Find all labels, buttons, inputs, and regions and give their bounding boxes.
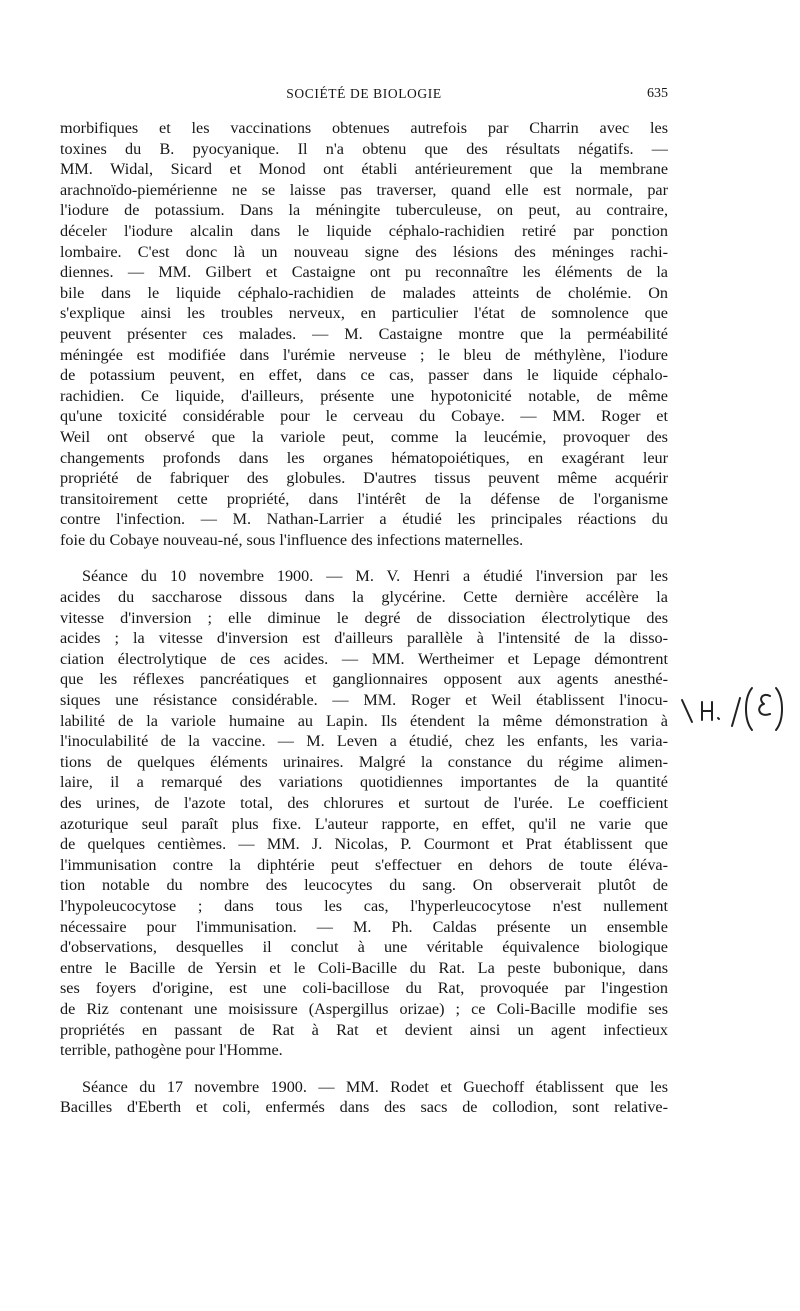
text-line: transitoirement cette propriété, dans l'intérêt de la défense de l'organisme	[60, 489, 668, 508]
text-line: Weil ont observé que la variole peut, comme la leucémie, provoquer des	[60, 427, 668, 446]
text-line: MM. Widal, Sicard et Monod ont établi antérieurement que la membrane	[60, 160, 668, 179]
text-line: contre l'infection. — M. Nathan-Larrier a étudié les principales réactions du	[60, 510, 668, 529]
running-head	[60, 86, 668, 108]
text-line: déceler l'iodure alcalin dans le liquide céphalo-rachidien retiré par ponction	[60, 221, 668, 240]
text-line: ses foyers d'origine, est une coli-bacillose du Rat, provoquée par l'ingestion	[60, 979, 668, 998]
text-line: l'iodure de potassium. Dans la méningite tuberculeuse, on peut, au contraire,	[60, 201, 668, 220]
text-line: l'inoculabilité de la vaccine. — M. Leven a étudié, chez les enfants, les varia-	[60, 732, 668, 751]
text-line: tion notable du nombre des leucocytes du sang. On observerait plutôt de	[60, 876, 668, 895]
text-line: siques une résistance considérable. — MM. Roger et Weil établissent l'inocu-	[60, 691, 668, 710]
text-line: que les réflexes pancréatiques et ganglionnaires opposent aux agents anesthé-	[60, 670, 668, 689]
body-text	[60, 118, 668, 1118]
text-line: labilité de la variole humaine au Lapin. Ils étendent la même démonstration à	[60, 711, 668, 730]
text-line: morbifiques et les vaccinations obtenues autrefois par Charrin avec les	[60, 119, 668, 137]
running-title: SOCIÉTÉ DE BIOLOGIE	[286, 86, 442, 101]
text-line: Bacilles d'Eberth et coli, enfermés dans des sacs de collodion, sont relative-	[60, 1098, 668, 1117]
paragraph	[60, 566, 668, 1060]
text-line: qu'une toxicité considérable pour le cerveau du Cobaye. — MM. Roger et	[60, 407, 668, 426]
text-line: de potassium peuvent, en effet, dans ce cas, passer dans le liquide céphalo-	[60, 366, 668, 385]
text-line: foie du Cobaye nouveau-né, sous l'influence des infections maternelles.	[60, 530, 524, 549]
text-line: peuvent présenter ces malades. — M. Castaigne montre que la perméabilité	[60, 324, 668, 343]
text-line: de quelques centièmes. — MM. J. Nicolas, P. Courmont et Prat établissent que	[60, 835, 668, 854]
paragraph	[60, 1077, 668, 1118]
text-line: vitesse d'inversion ; elle diminue le degré de dissociation électrolytique des	[60, 608, 668, 627]
text-line: acides du saccharose dissous dans la glycérine. Cette dernière accélère la	[60, 588, 668, 607]
text-line: laire, il a remarqué des variations quotidiennes importantes de la quantité	[60, 773, 668, 792]
paragraph	[60, 118, 668, 550]
text-line: des urines, de l'azote total, des chlorures et surtout de l'urée. Le coefficient	[60, 794, 668, 812]
text-line: l'immunisation contre la diphtérie peut s'effectuer en dehors de toute éléva-	[60, 855, 668, 874]
text-line: entre le Bacille de Yersin et le Coli-Bacille du Rat. La peste bubonique, dans	[60, 958, 668, 977]
text-line: s'explique ainsi les troubles nerveux, en particulier l'état de somnolence que	[60, 304, 668, 323]
handwritten-margin-note	[678, 680, 790, 740]
text-line: d'observations, desquelles il conclut à une véritable équivalence biologique	[60, 938, 668, 957]
text-line: Séance du 10 novembre 1900. — M. V. Henri a étudié l'inversion par les	[82, 567, 668, 586]
text-line: lombaire. C'est donc là un nouveau signe des lésions des méninges rachi-	[60, 242, 668, 261]
paragraph-gap	[60, 1061, 668, 1077]
text-line: propriété de fabriquer des globules. D'autres tissus peuvent même acquérir	[60, 469, 668, 488]
text-line: nécessaire pour l'immunisation. — M. Ph. Caldas présente un ensemble	[60, 917, 668, 936]
text-line: acides ; la vitesse d'inversion est d'ailleurs parallèle à l'intensité de la disso-	[60, 629, 668, 648]
text-line: azoturique seul paraît plus fixe. L'auteur rapporte, en effet, qu'il ne varie que	[60, 814, 668, 833]
text-line: changements profonds dans les organes hématopoiétiques, en exagérant leur	[60, 448, 668, 467]
text-line: ciation électrolytique de ces acides. — MM. Wertheimer et Lepage démontrent	[60, 649, 668, 668]
text-line: méningée est modifiée dans l'urémie nerveuse ; le bleu de méthylène, l'iodure	[60, 345, 668, 364]
page-number: 635	[647, 86, 668, 101]
paragraph-gap	[60, 550, 668, 566]
text-line: rachidien. Ce liquide, d'ailleurs, présente une hypotonicité notable, de même	[60, 386, 668, 405]
text-line: Séance du 17 novembre 1900. — MM. Rodet et Guechoff établissent que les	[82, 1077, 668, 1096]
text-line: arachnoïdo-piemérienne ne se laisse pas traverser, quand elle est normale, par	[60, 180, 668, 199]
text-line: bile dans le liquide céphalo-rachidien de malades atteints de cholémie. On	[60, 283, 668, 302]
text-line: l'hypoleucocytose ; dans tous les cas, l'hyperleucocytose n'est nullement	[60, 896, 668, 915]
text-line: terrible, pathogène pour l'Homme.	[60, 1041, 283, 1060]
text-line: tions de quelques éléments urinaires. Malgré la constance du régime alimen-	[60, 752, 668, 771]
text-line: toxines du B. pyocyanique. Il n'a obtenu que des résultats négatifs. —	[60, 139, 668, 158]
text-line: de Riz contenant une moisissure (Aspergillus orizae) ; ce Coli-Bacille modifie ses	[60, 999, 668, 1018]
text-line: propriétés en passant de Rat à Rat et devient ainsi un agent infectieux	[60, 1020, 668, 1039]
text-line: diennes. — MM. Gilbert et Castaigne ont pu reconnaître les éléments de la	[60, 263, 668, 282]
